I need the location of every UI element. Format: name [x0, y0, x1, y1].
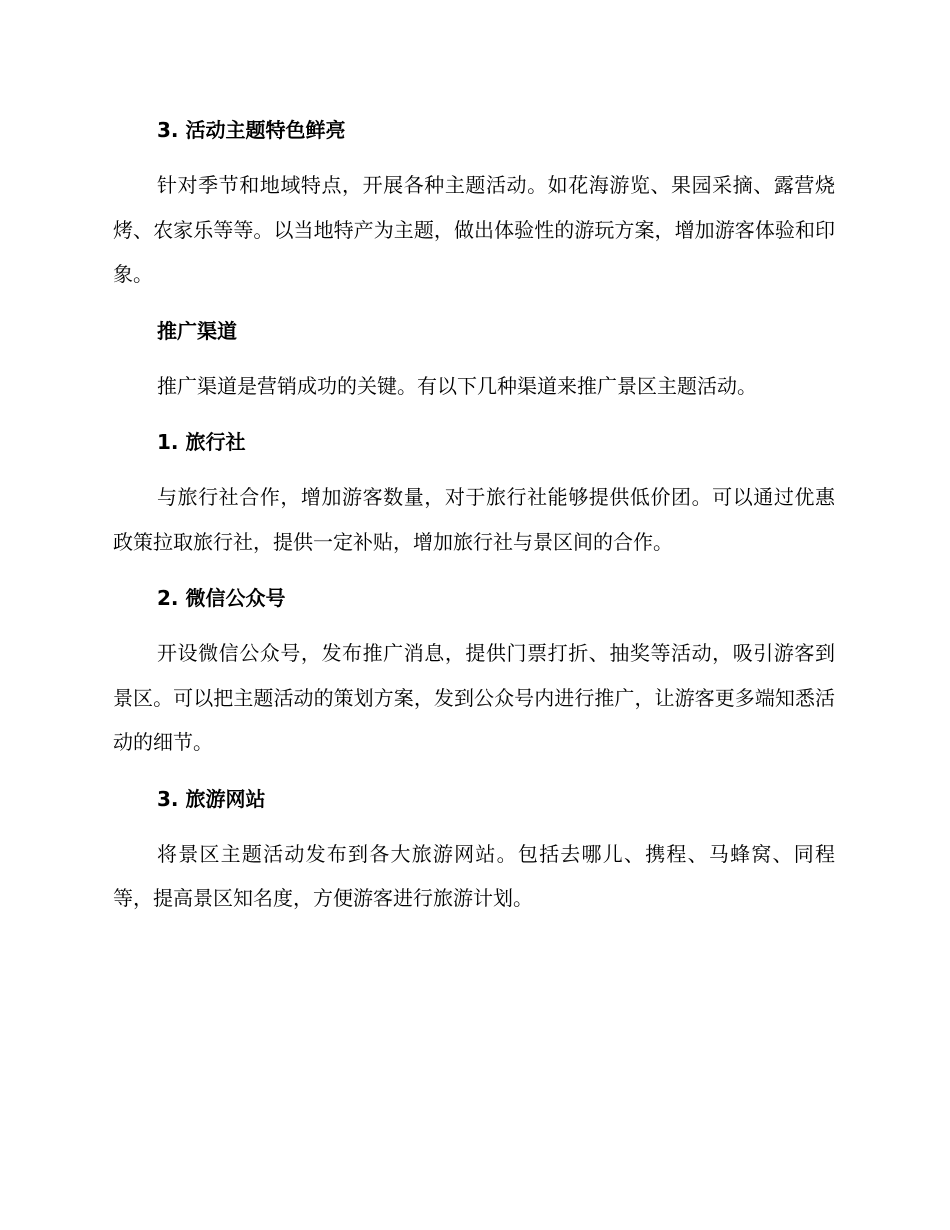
document-body: [113, 112, 835, 921]
section-paragraph-wechat-account: 开设微信公众号，发布推广消息，提供门票打折、抽奖等活动，吸引游客到景区。可以把主题活动的策划方案，发到公众号内进行推广，让游客更多端知悉活动的细节。: [113, 641, 835, 754]
section-paragraph-travel-websites: 将景区主题活动发布到各大旅游网站。包括去哪儿、携程、马蜂窝、同程等，提高景区知名度，方便游客进行旅游计划。: [113, 841, 835, 910]
section-heading-travel-websites: 3. 旅游网站: [157, 786, 266, 811]
section-heading-promotion-channels: 推广渠道: [157, 318, 237, 343]
section-paragraph-travel-agency: 与旅行社合作，增加游客数量，对于旅行社能够提供低价团。可以通过优惠政策拉取旅行社，提供一定补贴，增加旅行社与景区间的合作。: [113, 485, 835, 554]
section-heading-theme-features: 3. 活动主题特色鲜亮: [157, 118, 346, 142]
section-paragraph-theme-features: 针对季节和地域特点，开展各种主题活动。如花海游览、果园采摘、露营烧烤、农家乐等等。以当地特产为主题，做出体验性的游玩方案，增加游客体验和印象。: [113, 173, 835, 286]
section-heading-wechat-account: 2. 微信公众号: [157, 586, 286, 610]
section-paragraph-promotion-channels: 推广渠道是营销成功的关键。有以下几种渠道来推广景区主题活动。: [157, 373, 757, 398]
section-heading-travel-agency: 1. 旅行社: [157, 430, 246, 454]
